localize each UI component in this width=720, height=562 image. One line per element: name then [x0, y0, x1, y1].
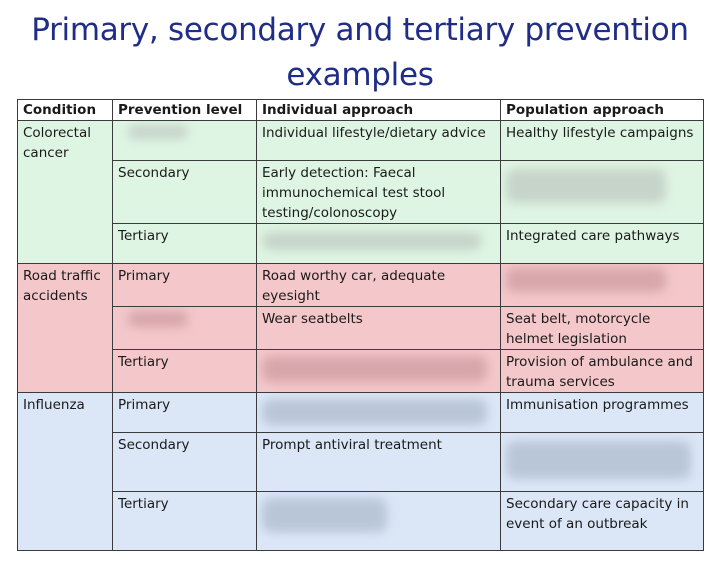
condition-cell: Influenza — [18, 393, 113, 551]
individual-cell-redacted — [257, 224, 501, 264]
table-row — [18, 393, 704, 433]
header-prevention-level: Prevention level — [113, 100, 257, 121]
level-cell: Primary — [113, 393, 257, 433]
redacted-block — [506, 441, 691, 479]
population-cell: Immunisation programmes — [501, 393, 704, 433]
table-row — [18, 350, 704, 393]
population-cell: Secondary care capacity in event of an outbreak — [501, 492, 704, 551]
redacted-block — [262, 399, 487, 425]
redacted-block — [262, 232, 482, 250]
header-condition: Condition — [18, 100, 113, 121]
level-cell: Tertiary — [113, 350, 257, 393]
individual-cell: Prompt antiviral treatment — [257, 433, 501, 492]
redacted-block — [262, 498, 387, 532]
individual-cell-redacted — [257, 393, 501, 433]
individual-cell: Wear seatbelts — [257, 307, 501, 350]
population-cell-redacted — [501, 433, 704, 492]
table-row — [18, 433, 704, 492]
individual-cell: Individual lifestyle/dietary advice — [257, 121, 501, 161]
level-cell-redacted — [113, 307, 257, 350]
title-line-2: examples — [286, 57, 434, 93]
population-cell: Seat belt, motorcycle helmet legislation — [501, 307, 704, 350]
population-cell: Healthy lifestyle campaigns — [501, 121, 704, 161]
level-cell: Primary — [113, 264, 257, 307]
redacted-block — [128, 311, 188, 327]
population-cell-redacted — [501, 161, 704, 224]
level-cell-redacted — [113, 121, 257, 161]
condition-cell: Colorectal cancer — [18, 121, 113, 264]
level-cell: Tertiary — [113, 492, 257, 551]
header-individual-approach: Individual approach — [257, 100, 501, 121]
table-row — [18, 492, 704, 551]
table-row — [18, 224, 704, 264]
table-row — [18, 264, 704, 307]
population-cell: Integrated care pathways — [501, 224, 704, 264]
slide-title — [0, 8, 720, 98]
redacted-block — [506, 169, 666, 203]
table-row — [18, 121, 704, 161]
table-row — [18, 161, 704, 224]
level-cell: Secondary — [113, 433, 257, 492]
individual-cell: Early detection: Faecal immunochemical test stool testing/colonoscopy — [257, 161, 501, 224]
table-row — [18, 307, 704, 350]
level-cell: Secondary — [113, 161, 257, 224]
header-population-approach: Population approach — [501, 100, 704, 121]
individual-cell: Road worthy car, adequate eyesight — [257, 264, 501, 307]
level-cell: Tertiary — [113, 224, 257, 264]
title-line-1: Primary, secondary and tertiary prevention — [31, 12, 689, 48]
redacted-block — [128, 125, 188, 139]
condition-cell: Road traffic accidents — [18, 264, 113, 393]
prevention-table — [17, 99, 704, 551]
individual-cell-redacted — [257, 350, 501, 393]
population-cell-redacted — [501, 264, 704, 307]
population-cell: Provision of ambulance and trauma services — [501, 350, 704, 393]
individual-cell-redacted — [257, 492, 501, 551]
redacted-block — [506, 268, 666, 292]
redacted-block — [262, 356, 487, 382]
header-row — [18, 100, 704, 121]
